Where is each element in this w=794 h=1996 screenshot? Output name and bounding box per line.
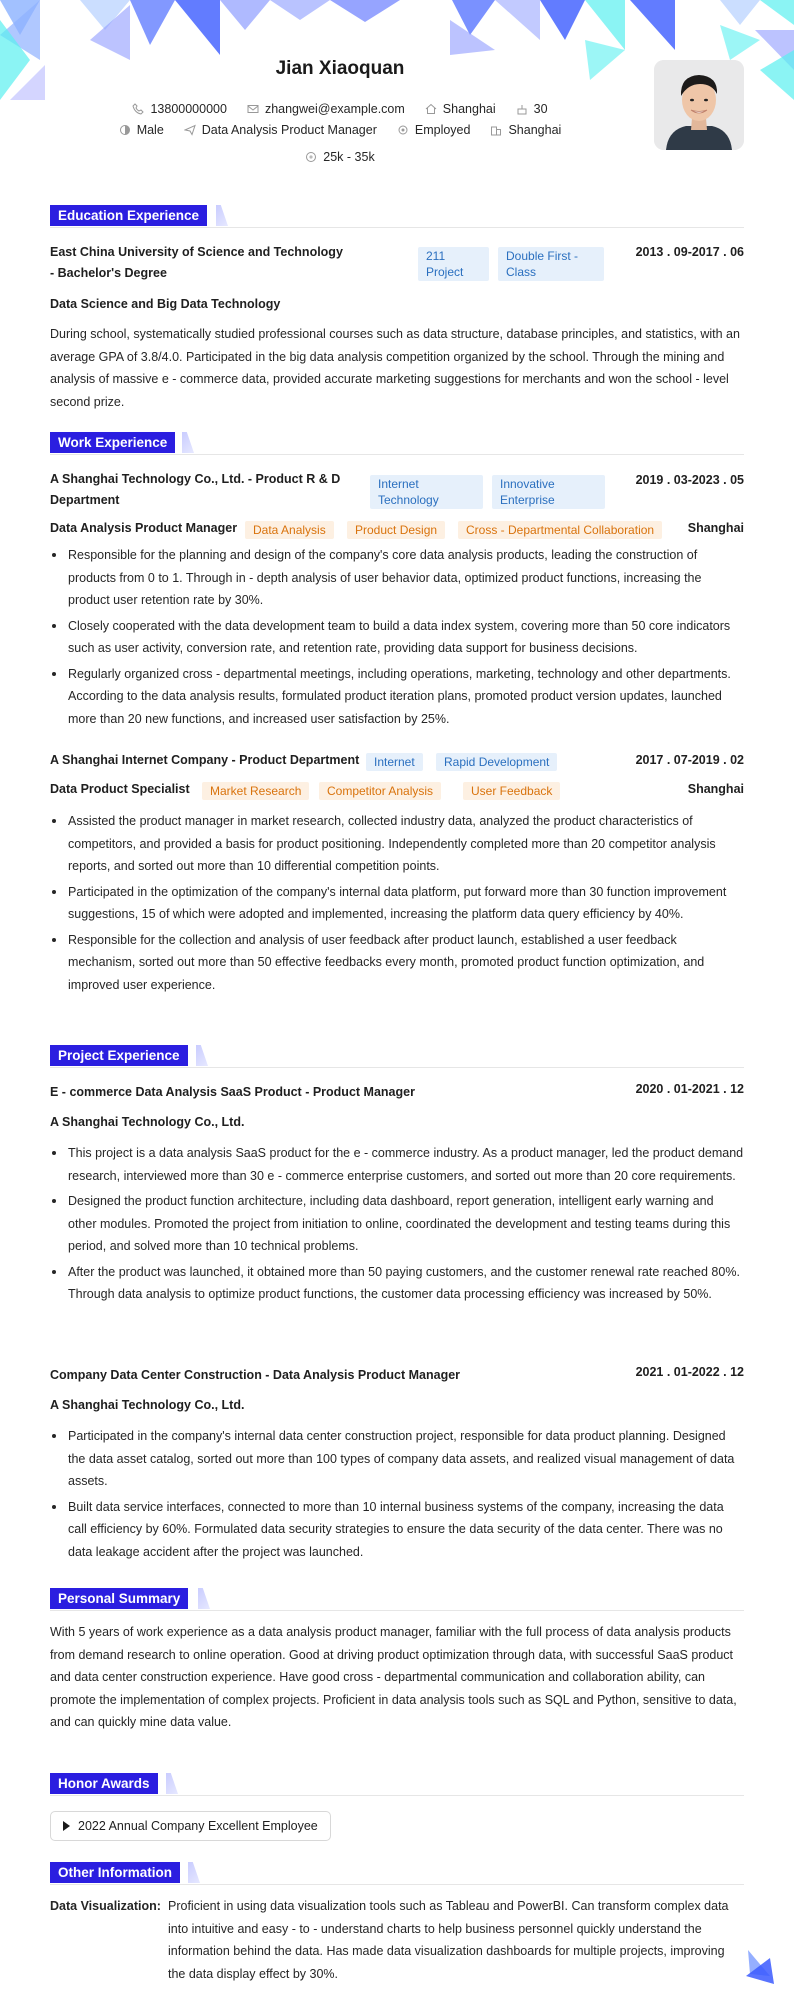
list-item: Assisted the product manager in market research, collected industry data, analyzed the product characteristics of competitors, and provided a basis for product positioning. Independently completed more than 20 competitor analysis reports, and sorted out more than 10 differential competition points. — [50, 810, 744, 878]
skill-tag: Competitor Analysis — [319, 782, 441, 800]
list-item: Closely cooperated with the data development team to build a data index system, covering more than 50 core indicators such as user activity, conversion rate, and retention rate, providing data support for business decisions. — [50, 615, 744, 660]
skill-tag: Market Research — [202, 782, 309, 800]
education-section — [50, 205, 744, 409]
city-value: Shanghai — [442, 102, 496, 116]
work-header — [50, 432, 744, 455]
gender-item — [119, 123, 164, 137]
project-company: A Shanghai Technology Co., Ltd. — [50, 1115, 245, 1129]
list-item: Regularly organized cross - departmental meetings, including operations, marketing, technology and other departments. According to the data analysis results, formulated product iteration plans, promoted product version updates, launched more than 20 new functions, and increased user satisfaction by 25%. — [50, 663, 744, 731]
age-item — [516, 102, 548, 116]
list-item: Responsible for the planning and design of the company's core data analysis products, leading the construction of products from 0 to 1. Through in - depth analysis of user behavior data, optimized product functions, increasing the product user retention rate by 30%. — [50, 544, 744, 612]
play-triangle-icon — [63, 1821, 70, 1831]
job-role: Data Product Specialist — [50, 782, 190, 796]
list-item: Designed the product function architecture, including data dashboard, report generation, intelligent early warning and other modules. Promoted the project from initiation to online, coordinated the development and testing teams during this period, and solved more than 10 technical problems. — [50, 1190, 744, 1258]
skill-tag: Data Analysis — [245, 521, 334, 539]
gender-value: Male — [136, 123, 164, 137]
company-name: A Shanghai Internet Company - Product Department — [50, 753, 360, 767]
portrait-image — [654, 60, 744, 150]
title-tail-decoration — [182, 432, 194, 453]
status-icon — [397, 124, 409, 136]
age-value: 30 — [533, 102, 548, 116]
position-value: Data Analysis Product Manager — [201, 123, 377, 137]
project-date: 2020 . 01-2021 . 12 — [635, 1082, 744, 1096]
phone-icon — [132, 103, 144, 115]
school-name: East China University of Science and Technology - Bachelor's Degree — [50, 245, 343, 280]
phone-value: 13800000000 — [150, 102, 227, 116]
skill-tag: User Feedback — [463, 782, 560, 800]
project-details — [50, 1425, 744, 1566]
work-section — [50, 432, 744, 992]
avatar — [654, 60, 744, 150]
title-tail-decoration — [196, 1045, 208, 1066]
salary-item — [305, 150, 374, 164]
skill-tag: Cross - Departmental Collaboration — [458, 521, 662, 539]
contact-row — [0, 102, 680, 116]
mail-icon — [247, 103, 259, 115]
city-item — [425, 102, 496, 116]
project-name: E - commerce Data Analysis SaaS Product - Product Manager — [50, 1085, 415, 1099]
summary-text: With 5 years of work experience as a data analysis product manager, familiar with the full process of data analysis products from demand research to online operation. Good at driving product optimization through data, with successful SaaS product and data center construction experience. Have good cross - departmental communication and collaboration ability, can promote the implementation of complex projects. Proficient in data analysis tools such as SQL and Python, sensitive to data, and can quickly mine data value. — [50, 1625, 737, 1729]
location-item — [490, 123, 561, 137]
position-item — [184, 123, 377, 137]
list-item: Participated in the optimization of the company's internal data platform, put forward more than 30 function improvement suggestions, 15 of which were adopted and implemented, increasing the platform data query efficiency by 40%. — [50, 881, 744, 926]
list-item: Responsible for the collection and analysis of user feedback after product launch, established a user feedback mechanism, sorted out more than 50 effective feedbacks every month, promoted product function optimization, and improved user experience. — [50, 929, 744, 997]
email-item — [247, 102, 405, 116]
award-name: 2022 Annual Company Excellent Employee — [78, 1819, 318, 1833]
other-label: Data Visualization: — [50, 1899, 161, 1913]
job-role: Data Analysis Product Manager — [50, 521, 238, 535]
project-header — [50, 1045, 744, 1068]
job-date: 2019 . 03-2023 . 05 — [635, 473, 744, 487]
list-item: Built data service interfaces, connected to more than 10 internal business systems of the company, increasing the data call efficiency by 60%. Formulated data security strategies to ensure the data security of the data center. There was no data leakage accident after the project was launched. — [50, 1496, 744, 1564]
gender-icon — [119, 124, 131, 136]
status-item — [397, 123, 471, 137]
summary-header — [50, 1588, 744, 1611]
project-company: A Shanghai Technology Co., Ltd. — [50, 1398, 245, 1412]
project-title: Project Experience — [50, 1045, 188, 1066]
send-icon — [184, 124, 196, 136]
title-tail-decoration — [216, 205, 228, 226]
home-icon — [425, 103, 437, 115]
title-tail-decoration — [188, 1862, 200, 1883]
education-tag: 211 Project — [418, 247, 489, 281]
location-value: Shanghai — [508, 123, 562, 137]
skill-tag: Product Design — [347, 521, 445, 539]
job-responsibilities — [50, 810, 744, 999]
company-tag: Innovative Enterprise — [492, 475, 605, 509]
education-date: 2013 . 09-2017 . 06 — [635, 245, 744, 259]
award-item[interactable] — [50, 1811, 331, 1841]
company-name: A Shanghai Technology Co., Ltd. - Product R & D Department — [50, 472, 341, 507]
phone-item — [132, 102, 226, 116]
other-text: Proficient in using data visualization tools such as Tableau and PowerBI. Can transform complex data into intuitive and easy - to - understand charts to help business personnel quickly understand the information behind the data. Has made data visualization dashboards for multiple projects, improving the data display effect by 30%. — [168, 1899, 729, 1981]
title-tail-decoration — [166, 1773, 178, 1794]
honors-header — [50, 1773, 744, 1796]
company-tag: Internet — [366, 753, 423, 771]
project-date: 2021 . 01-2022 . 12 — [635, 1365, 744, 1379]
personal-row — [0, 123, 680, 137]
summary-section — [50, 1588, 744, 1729]
honors-title: Honor Awards — [50, 1773, 158, 1794]
title-tail-decoration — [198, 1588, 210, 1609]
list-item: After the product was launched, it obtained more than 50 paying customers, and the customer renewal rate reached 80%. Through data analysis to optimize product functions, the customer data processing efficiency was increased by 50%. — [50, 1261, 744, 1306]
education-description: During school, systematically studied professional courses such as data structure, database principles, and statistics, with an average GPA of 3.8/4.0. Participated in the big data analysis competition organized by the school. Through the mining and analysis of massive e - commerce data, provided accurate marketing suggestions for merchants and won the school - level second prize. — [50, 327, 740, 409]
job-city: Shanghai — [687, 521, 744, 535]
list-item: This project is a data analysis SaaS product for the e - commerce industry. As a product manager, led the product demand research, interviewed more than 30 e - commerce enterprise customers, and sorted out more than 20 core requirements. — [50, 1142, 744, 1187]
job-city: Shanghai — [687, 782, 744, 796]
education-tag: Double First - Class — [498, 247, 604, 281]
other-header — [50, 1862, 744, 1885]
project-section — [50, 1045, 744, 1559]
other-title: Other Information — [50, 1862, 180, 1883]
company-tag: Internet Technology — [370, 475, 483, 509]
project-name: Company Data Center Construction - Data Analysis Product Manager — [50, 1368, 461, 1382]
major-name: Data Science and Big Data Technology — [50, 297, 281, 311]
summary-title: Personal Summary — [50, 1588, 188, 1609]
cake-icon — [516, 103, 528, 115]
salary-value: 25k - 35k — [323, 150, 375, 164]
salary-row — [0, 150, 680, 164]
building-icon — [490, 124, 502, 136]
job-date: 2017 . 07-2019 . 02 — [635, 753, 744, 767]
education-header — [50, 205, 744, 228]
project-details — [50, 1142, 744, 1309]
candidate-name: Jian Xiaoquan — [275, 58, 405, 79]
status-value: Employed — [414, 123, 471, 137]
honors-section — [50, 1773, 744, 1833]
corner-triangle-decoration — [740, 1946, 780, 1986]
other-section — [50, 1862, 744, 1981]
list-item: Participated in the company's internal data center construction project, responsible for data product planning. Designed the data asset catalog, sorted out more than 100 types of company data assets, and realized visual management of data assets. — [50, 1425, 744, 1493]
coin-icon — [305, 151, 317, 163]
email-value: zhangwei@example.com — [264, 102, 405, 116]
job-responsibilities — [50, 544, 744, 733]
education-title: Education Experience — [50, 205, 207, 226]
work-title: Work Experience — [50, 432, 175, 453]
company-tag: Rapid Development — [436, 753, 557, 771]
